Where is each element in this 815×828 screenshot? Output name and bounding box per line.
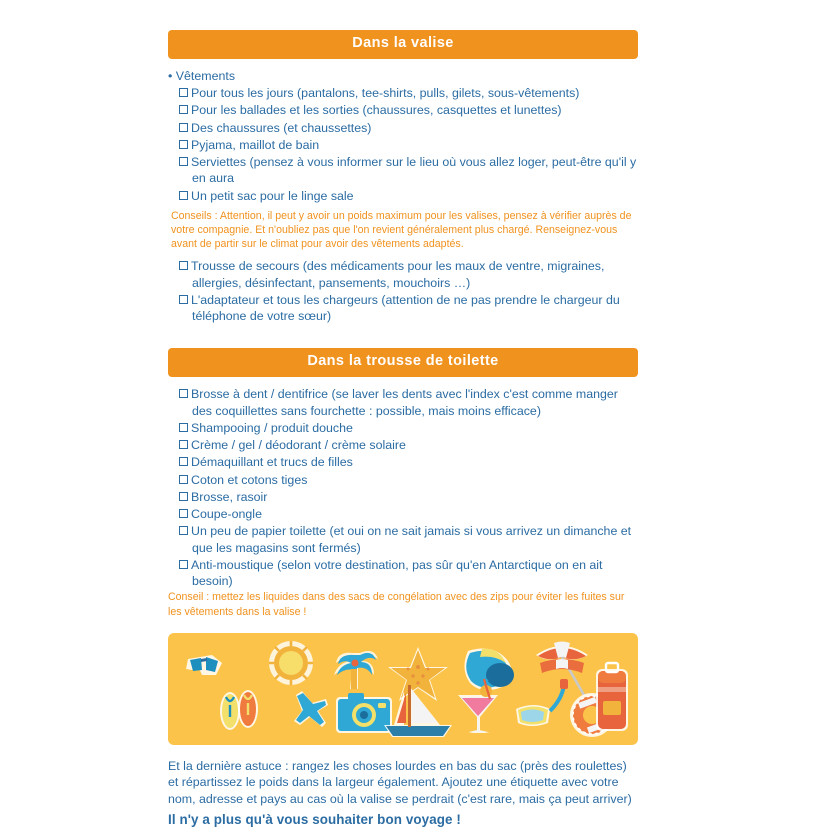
list-item [168,437,638,453]
suitcase-icon [596,663,628,731]
outro-paragraph: Et la dernière astuce : rangez les choses lourdes en bas du sac (près des roulettes) et répartissez le poids dans la largeur également. Ajoutez une étiquette avec votre nom, adresse et pays au cas où la valise se perdrait (c'est rare, mais ça peut arriver) [168,758,632,806]
list-item-label: Crème / gel / déodorant / crème solaire [191,438,406,453]
list-item-label: Un peu de papier toilette (et oui on ne sait jamais si vous arrivez un dimanche et que les magasins sont fermés) [191,524,632,555]
list-item [168,85,638,101]
camera-icon [336,693,392,733]
list-item-label: Des chaussures (et chaussettes) [191,120,372,135]
illustration-panel [168,633,638,745]
list-item [168,154,638,187]
list-item-label: Pyjama, maillot de bain [191,137,320,152]
checkbox-icon[interactable] [179,123,188,132]
starfish-icon [388,647,448,701]
list-item-label: Serviettes (pensez à vous informer sur le lieu où vous allez loger, peut-être qu'il y en aura [191,155,637,186]
bullet-label: Vêtements [175,68,236,83]
checkbox-icon[interactable] [179,492,188,501]
list-item [168,120,638,136]
advice-note-suitcase: Conseils : Attention, il peut y avoir un poids maximum pour les valises, pensez à vérifier auprès de votre compagnie. Et n'oubliez pas que l'on revient généralement plus chargé. Renseignez-vous avant de partir sur le climat pour avoir des vêtements adaptés. [171,209,632,251]
list-item [168,523,638,556]
outro-closing: Il n'y a plus qu'à vous souhaiter bon voyage ! [168,811,461,827]
content-column [168,30,638,828]
list-item-label: Coton et cotons tiges [191,472,308,487]
list-item-label: Démaquillant et trucs de filles [191,455,353,470]
checkbox-icon[interactable] [179,88,188,97]
section-header-toiletry: Dans la trousse de toilette [168,348,638,377]
checkbox-icon[interactable] [179,509,188,518]
palm-tree-icon [334,651,378,689]
list-item [168,420,638,436]
checkbox-icon[interactable] [179,105,188,114]
list-item-label: L'adaptateur et tous les chargeurs (attention de ne pas prendre le chargeur du téléphone de votre sœur) [191,292,620,324]
list-item-label: Pour les ballades et les sorties (chaussures, casquettes et lunettes) [191,103,562,118]
checkbox-icon[interactable] [179,457,188,466]
list-item-label: Brosse, rasoir [191,489,268,504]
checkbox-icon[interactable] [179,191,188,200]
advice-note-toiletry: Conseil : mettez les liquides dans des sacs de congélation avec des zips pour éviter les fuites sur les vêtements dans la valise ! [168,591,625,618]
list-item-label: Pour tous les jours (pantalons, tee-shirts, pulls, gilets, sous-vêtements) [191,86,580,101]
list-item [168,102,638,118]
checkbox-icon[interactable] [179,423,188,432]
seashell-icon [464,648,514,690]
list-item-label: Coupe-ongle [191,507,262,522]
list-item-label: Brosse à dent / dentifrice (se laver les dents avec l'index c'est comme manger des coquillettes sans fourchette : possible, mais moins efficace) [191,387,618,418]
checkbox-icon[interactable] [179,157,188,166]
list-item-label: Anti-moustique (selon votre destination, pas sûr qu'en Antarctique on en ait besoin) [191,557,603,589]
list-item-label: Shampooing / produit douche [191,420,353,435]
list-item [168,489,638,505]
flip-flops-icon [220,690,258,730]
list-item [168,506,638,522]
list-item-label: Trousse de secours (des médicaments pour les maux de ventre, migraines, allergies, désinfectant, pansements, mouchoirs …) [191,259,605,290]
checkbox-icon[interactable] [179,526,188,535]
list-item-label: Un petit sac pour le linge sale [191,188,354,203]
checkbox-icon[interactable] [179,440,188,449]
bullet-dot: • [168,68,176,83]
section-header-suitcase: Dans la valise [168,30,638,59]
checkbox-icon[interactable] [179,475,188,484]
checkbox-icon[interactable] [179,140,188,149]
sunglasses-icon [186,655,222,675]
sailboat-icon [384,685,452,737]
sun-icon [269,641,313,685]
list-item [168,188,638,204]
list-item [168,557,638,590]
checkbox-icon[interactable] [179,261,188,270]
checkbox-icon[interactable] [179,295,188,304]
list-item [168,137,638,153]
checkbox-icon[interactable] [179,560,188,569]
list-item [168,258,638,291]
list-item [168,386,638,419]
list-item [168,454,638,470]
airplane-icon [294,691,328,727]
list-item [168,292,638,325]
list-item-bullet [168,68,638,84]
diving-mask-icon [516,679,568,726]
checkbox-icon[interactable] [179,389,188,398]
list-item [168,472,638,488]
